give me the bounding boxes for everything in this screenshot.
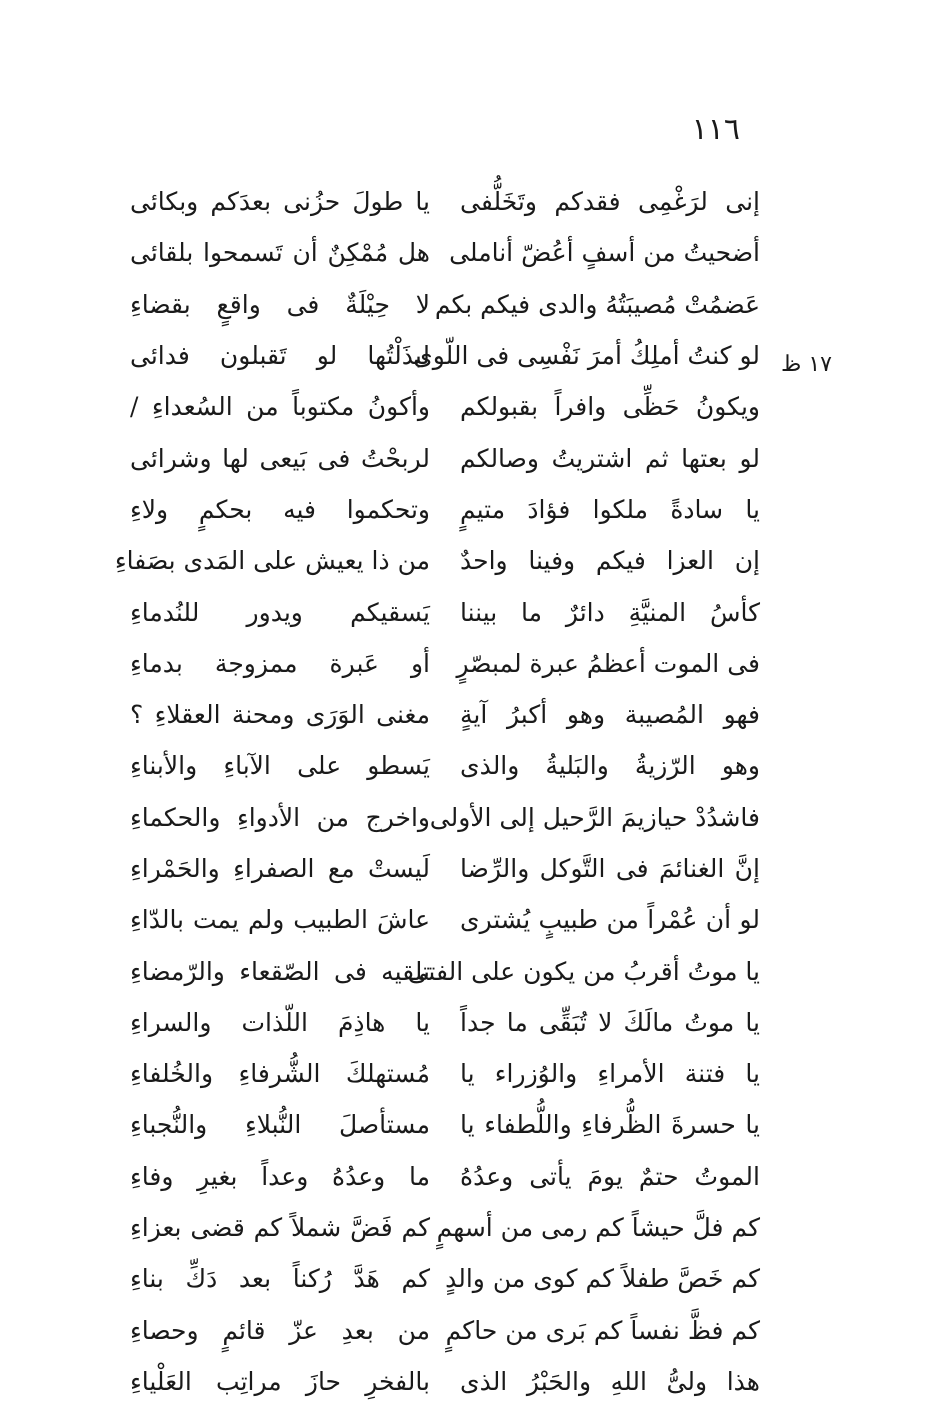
verse-line (100, 1253, 760, 1304)
verse-second-hemistich: واخرج من الأدواءِ والحكماءِ (130, 802, 430, 832)
verse-second-hemistich: وتحكموا فيه بحكمٍ ولاءِ (130, 494, 430, 524)
verse-second-hemistich: كم هَدَّ رُكناً بعد دَكِّ بناءِ (130, 1264, 430, 1294)
verse-line (100, 227, 760, 278)
verse-first-hemistich: الموتُ حتمٌ يومَ يأتى وعدُهُ (460, 1161, 760, 1191)
verse-line (100, 997, 760, 1048)
verse-first-hemistich: يا موتُ أقربُ من يكون على الفتى (407, 956, 760, 986)
verse-second-hemistich: لربحْتُ فى بَيعى لها وشرائى (130, 443, 430, 473)
verse-first-hemistich: فى الموت أعظمُ عبرة لمبصّرٍ (456, 648, 760, 678)
verse-first-hemistich: إنى لرَغْمِى فقدكم وتَخَلُّفى (460, 187, 760, 217)
verse-first-hemistich: كم فظَّ نفساً كم بَرى من حاكمٍ (445, 1315, 760, 1345)
verse-first-hemistich: يا فتنة الأمراءِ والوُزراء يا (460, 1059, 760, 1089)
verse-second-hemistich: لبذَلْتُها لو تَقبلون فدائى (130, 341, 430, 371)
verse-first-hemistich: لو كنتُ أملِكُ أمرَ نَفْسِى فى اللّوى (413, 341, 760, 371)
verse-first-hemistich: ويكونُ حَظِّى وافراً بقبولكم (460, 392, 760, 422)
poem-body (100, 176, 760, 1407)
verse-second-hemistich: ما وعدُهُ وعداً بغيرِ وفاءِ (130, 1161, 430, 1191)
verse-second-hemistich: من ذا يعيش على المَدى بصَفاءِ (114, 546, 430, 576)
verse-first-hemistich: عَضمُتْ مُصيبَتُهُ والدى فيكم بكم (434, 289, 760, 319)
verse-second-hemistich: تلقيه فى الصّقعاء والرّمضاءِ (130, 956, 430, 986)
verse-second-hemistich: عاشَ الطبيب ولم يمت بالدّاءِ (130, 905, 430, 935)
verse-line (100, 638, 760, 689)
verse-second-hemistich: أو عَبرة ممزوجة بدماءِ (130, 648, 430, 678)
verse-line (100, 330, 760, 381)
verse-second-hemistich: كم فَضَّ شملاً كم قضى بعزاءِ (130, 1213, 430, 1243)
verse-first-hemistich: لو أن عُمْراً من طبيبٍ يُشترى (460, 905, 760, 935)
verse-first-hemistich: إن العزا فيكم وفينا واحدٌ (460, 546, 760, 576)
verse-second-hemistich: يا طولَ حزُنى بعدَكم وبكائى (130, 187, 430, 217)
verse-first-hemistich: يا موتُ مالَكَ لا تُبَقِّى ما جداً (460, 1007, 760, 1037)
verse-line (100, 484, 760, 535)
verse-second-hemistich: يَسقيكم ويدور للنُدماءِ (130, 597, 430, 627)
verse-first-hemistich: هذا ولىُّ اللهِ والحَبْرُ الذى (460, 1366, 760, 1396)
verse-line (100, 689, 760, 740)
verse-line (100, 1048, 760, 1099)
verse-line (100, 894, 760, 945)
verse-first-hemistich: يا سادةً ملكوا فؤادَ متيمٍ (460, 494, 760, 524)
verse-second-hemistich: مغنى الوَرَى ومحنة العقلاءِ ؟ (130, 700, 430, 730)
verse-second-hemistich: من بعدِ عزّ قائمٍ وحصاءِ (130, 1315, 430, 1345)
verse-first-hemistich: وهو الرّزيةُ والبَليةُ والذى (460, 751, 760, 781)
verse-second-hemistich: يَسطو على الآباءِ والأبناءِ (130, 751, 430, 781)
verse-first-hemistich: يا حسرةَ الظُّرفاءِ واللُّطفاء يا (460, 1110, 760, 1140)
verse-first-hemistich: فهو المُصيبة وهو أكبرُ آيةٍ (460, 700, 760, 730)
verse-second-hemistich: هل مُمْكِنٌ أن تَسمحوا بلقائى (130, 238, 430, 268)
verse-first-hemistich: إنَّ الغنائمَ فى التَّوكل والرِّضا (460, 854, 760, 883)
verse-line (100, 535, 760, 586)
verse-first-hemistich: أضحيتُ من أسفٍ أعُضّ أناملى (449, 238, 760, 268)
verse-line (100, 792, 760, 843)
verse-line (100, 843, 760, 894)
verse-line (100, 1151, 760, 1202)
verse-second-hemistich: وأكونُ مكتوباً من السُعداءِ / (130, 392, 430, 422)
verse-second-hemistich: لا حِيْلَةٌ فى واقعٍ بقضاءِ (130, 289, 430, 319)
verse-line (100, 176, 760, 227)
verse-line (100, 381, 760, 432)
verse-line (100, 586, 760, 637)
verse-second-hemistich: بالفخرِ حازَ مراتِب العَلْياءِ (130, 1366, 430, 1396)
verse-line (100, 740, 760, 791)
verse-line (100, 1099, 760, 1150)
verse-line (100, 279, 760, 330)
verse-first-hemistich: كأسُ المنيَّةِ دائرٌ ما بيننا (460, 597, 760, 627)
verse-second-hemistich: يا هاذِمَ اللّذات والسراءِ (130, 1007, 430, 1037)
verse-first-hemistich: فاشدُدْ حيازيمَ الرَّحيل إلى الأولى (429, 802, 760, 832)
verse-first-hemistich: لو بعتها ثم اشتريتُ وصالكم (460, 443, 760, 473)
verse-second-hemistich: مُستهلكَ الشُّرفاءِ والخُلفاءِ (130, 1059, 430, 1089)
page-number: ١١٦ (691, 112, 740, 147)
verse-line (100, 945, 760, 996)
verse-line (100, 432, 760, 483)
verse-line (100, 1356, 760, 1407)
verse-first-hemistich: كم خَصَّ طفلاً كم كوى من والدٍ (445, 1264, 760, 1294)
verse-line (100, 1305, 760, 1356)
folio-margin-note: ١٧ ظ (781, 352, 832, 377)
verse-first-hemistich: كم فلَّ حيشاً كم رمى من أسهمٍ (436, 1213, 760, 1243)
verse-second-hemistich: لَيستْ مع الصفراءِ والحَمْراءِ (130, 854, 430, 883)
verse-line (100, 1202, 760, 1253)
verse-second-hemistich: مستأصلَ النُّبلاءِ والنُّجباءِ (130, 1110, 430, 1140)
